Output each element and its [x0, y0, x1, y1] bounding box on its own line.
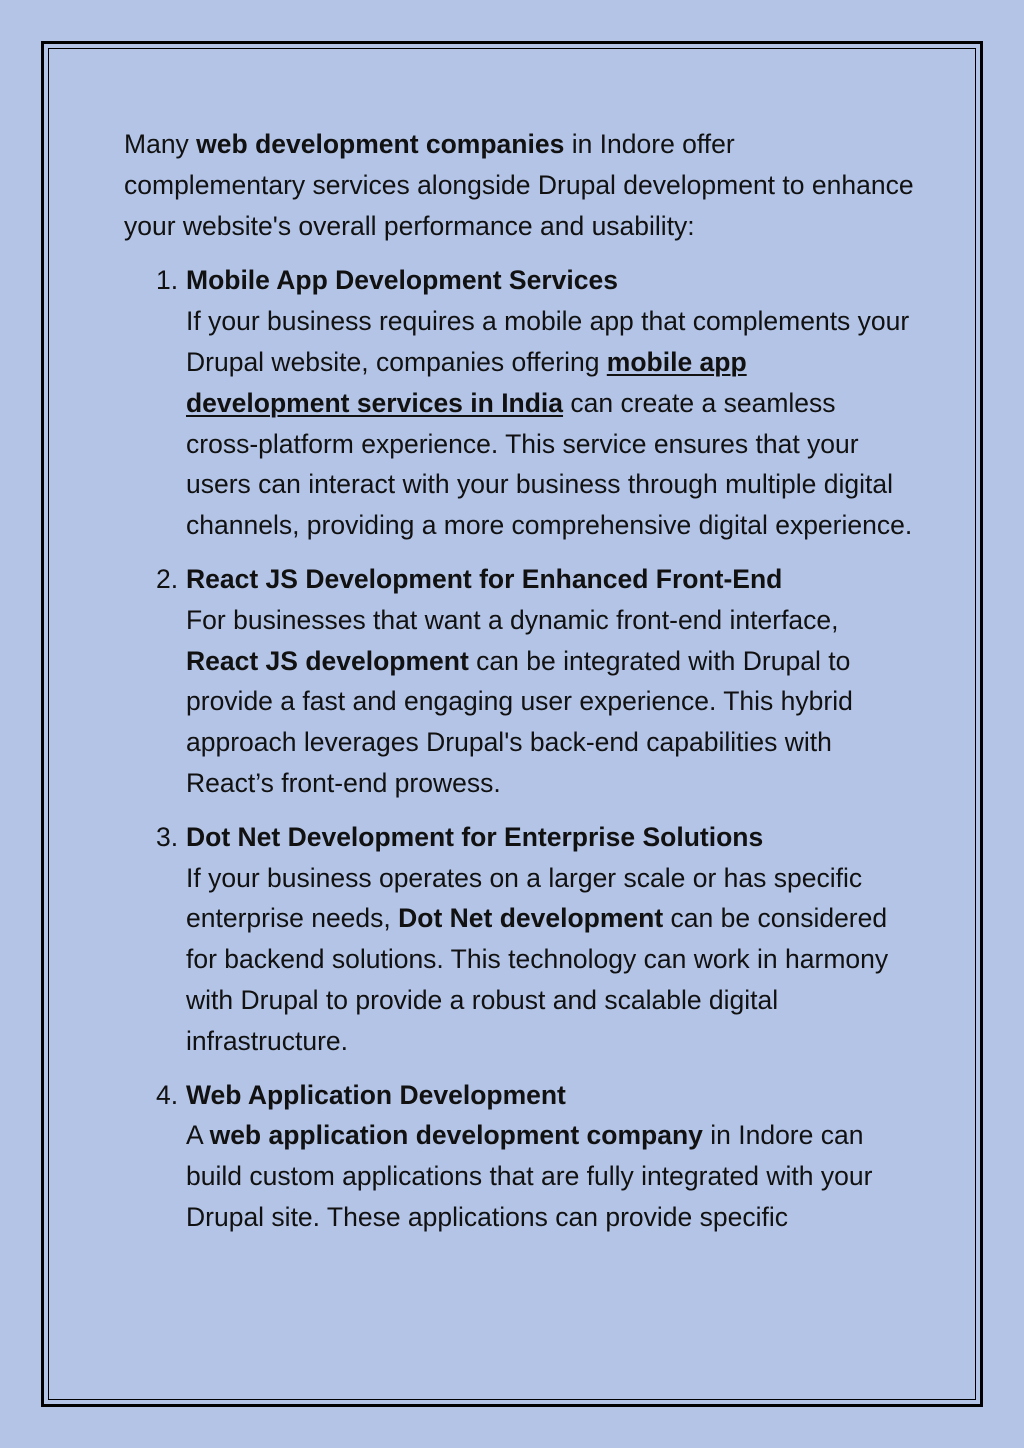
item-text: If your business requires a mobile app that complements your Drupal website, companies offering	[186, 306, 910, 377]
intro-paragraph	[124, 124, 914, 246]
list-item	[124, 260, 914, 546]
item-title: React JS Development for Enhanced Front-End	[186, 563, 783, 594]
item-bold-phrase: web application development company	[209, 1120, 703, 1151]
document-body	[124, 124, 914, 1251]
list-item	[124, 559, 914, 804]
services-list	[124, 260, 914, 1237]
item-text: If your business operates on a larger scale or has specific enterprise needs,	[186, 862, 863, 934]
item-bold-phrase: React JS development	[186, 645, 469, 676]
item-title: Mobile App Development Services	[186, 265, 618, 296]
item-text: can create a seamless cross-platform experience. This service ensures that your users can interact with your business through multiple digital channels, providing a more comprehensive digital experience.	[186, 387, 913, 541]
list-number: 3.	[156, 821, 179, 852]
intro-text-end: in Indore offer complementary services alongside Drupal development to enhance your website's overall performance and usability:	[124, 129, 914, 241]
list-item	[124, 1075, 914, 1238]
item-title: Dot Net Development for Enterprise Solutions	[186, 821, 764, 852]
list-item	[124, 817, 914, 1062]
intro-bold-phrase: web development companies	[196, 129, 565, 159]
item-bold-phrase: Dot Net development	[398, 903, 664, 934]
item-text: can be considered for backend solutions. This technology can work in harmony with Drupal to provide a robust and scalable digital infrastructure.	[186, 903, 889, 1056]
list-number: 4.	[156, 1079, 179, 1110]
list-number: 1.	[156, 265, 179, 296]
item-text: can be integrated with Drupal to provide a fast and engaging user experience. This hybrid approach leverages Drupal's back-end capabilities with React’s front-end prowess.	[186, 645, 853, 798]
list-number: 2.	[156, 563, 179, 594]
mobile-app-services-link[interactable]: mobile app development services in India	[186, 346, 747, 418]
item-text: For businesses that want a dynamic front-end interface,	[186, 604, 839, 635]
intro-text-start: Many	[124, 129, 197, 159]
item-text: in Indore can build custom applications that are fully integrated with your Drupal site. These applications can provide specific	[186, 1120, 873, 1232]
item-title: Web Application Development	[186, 1079, 566, 1110]
item-text: A	[186, 1120, 210, 1151]
